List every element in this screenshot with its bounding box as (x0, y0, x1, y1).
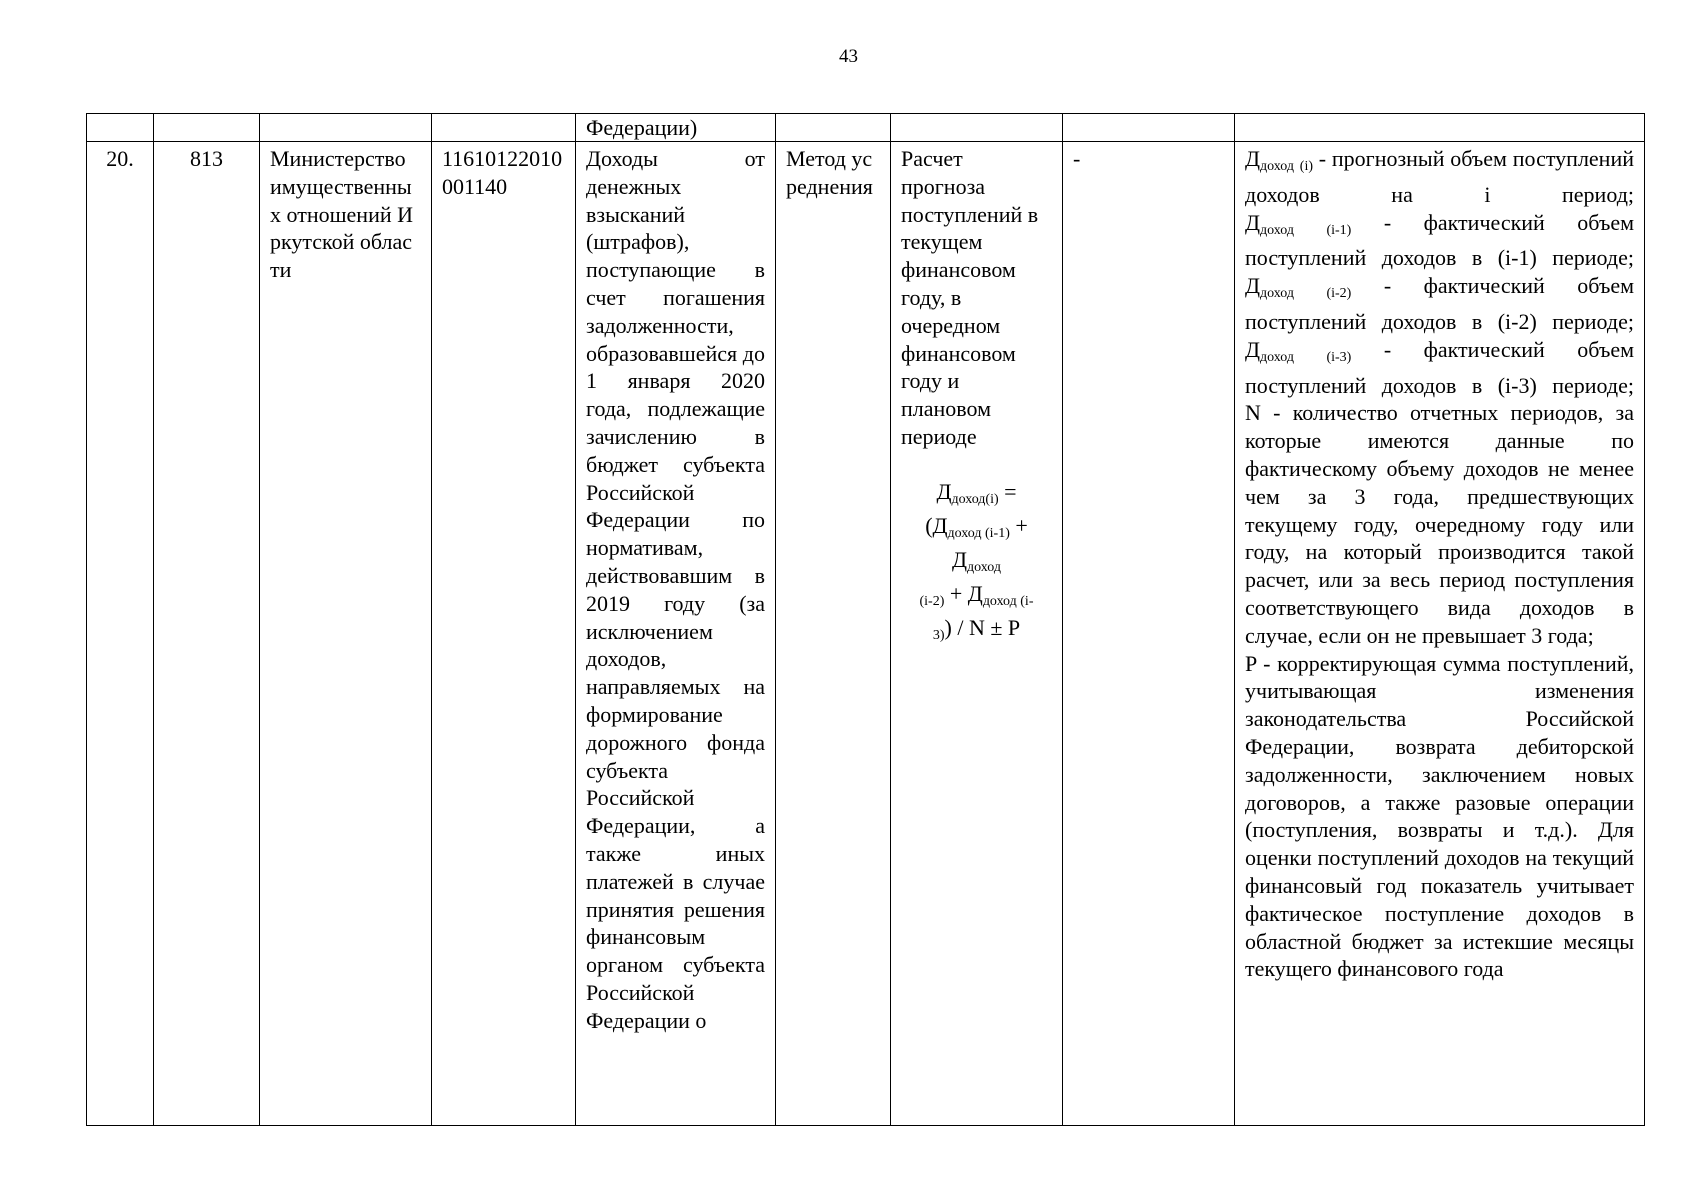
indicator-n: N - количество отчетных периодов, за которые имеются данные по фактическому объему доходов не менее чем за 3 года, предшествующих текущему году, очередному году или году, на который производится такой расчет, или за весь период поступления соответствующего вида доходов в случае, если он не превышает 3 года; (1245, 400, 1634, 648)
cell-empty (1063, 114, 1235, 142)
table-row (87, 142, 1645, 1126)
cell-empty (154, 114, 260, 142)
algorithm-text: Расчет прогноза поступлений в текущем финансовом году, в очередном финансовом году и плановом периоде (901, 146, 1039, 449)
forecast-method: Метод усреднения (776, 142, 891, 1126)
income-name-continuation: Федерации) (576, 114, 776, 142)
cell-empty (1235, 114, 1645, 142)
row-number: 20. (87, 142, 154, 1126)
admin-code: 813 (154, 142, 260, 1126)
indicator-p: P - корректирующая сумма поступлений, учитывающая изменения законодательства Российской Федерации, возврата дебиторской задолженности, заключением новых договоров, а также разовые операции (поступления, возвраты и т.д.). Для оценки поступлений доходов на текущий финансовый год показатель учитывает фактическое поступление доходов в областной бюджет за истекшие месяцы текущего финансового года (1245, 650, 1634, 982)
continuation-row (87, 114, 1645, 142)
cell-empty (891, 114, 1063, 142)
extra-indicator: - (1063, 142, 1235, 1126)
cell-empty (432, 114, 576, 142)
cell-empty (260, 114, 432, 142)
cell-empty (776, 114, 891, 142)
page-number: 43 (839, 46, 858, 67)
income-forecast-table (86, 113, 1645, 1126)
indicator-description (1235, 142, 1645, 1126)
indicator-d-i-2: $Д_{доход}$ $_{(i-2)}$ - фактический объем поступлений доходов в (i-2) периоде; (1245, 273, 1635, 334)
admin-name: Министерство имущественных отношений Иркутской области (260, 142, 432, 1126)
kbk-code: 11610122010001140 (432, 142, 576, 1126)
calculation-algorithm (891, 142, 1063, 1126)
forecast-formula: $Д_{доход(i)}$ = ($Д_{доход (i-1)}$ + $Д_{доход}$ $_{(i-2)} + Д_{доход (i-}$ $_{3)}$) / N ± P (919, 478, 1034, 643)
income-name: Доходы от денежных взысканий (штрафов), поступающие в счет погашения задолженности, образовавшейся до 1 января 2020 года, подлежащие зачислению в бюджет субъекта Российской Федерации по нормативам, действовавшим в 2019 году (за исключением доходов, направляемых на формирование дорожного фонда субъекта Российской Федерации, а также иных платежей в случае принятия решения финансовым органом субъекта Российской Федерации о (576, 142, 776, 1126)
indicator-d-i-1: $Д_{доход}$ $_{(i-1)}$ - фактический объем поступлений доходов в (i-1) периоде; (1245, 209, 1635, 271)
cell-empty (87, 114, 154, 142)
indicator-d-i: $Д_{доход}$ $_{(i)}$ - прогнозный объем поступлений доходов на i период; (1245, 146, 1635, 207)
indicator-d-i-3: $Д_{доход}$ $_{(i-3)}$ - фактический объем поступлений доходов в (i-3) периоде; (1245, 336, 1635, 398)
